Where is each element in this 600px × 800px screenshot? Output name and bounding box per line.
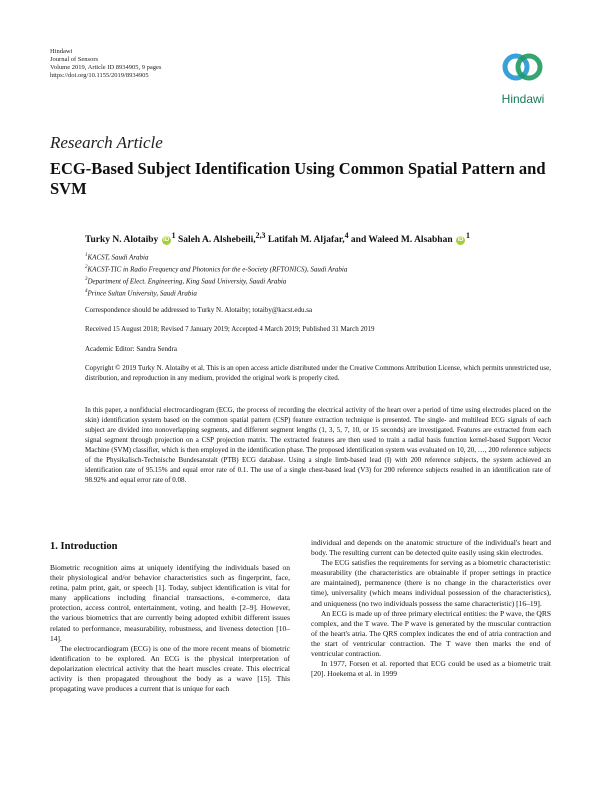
journal-name: Journal of Sensors xyxy=(50,56,99,63)
academic-editor: Academic Editor: Sandra Sendra xyxy=(85,345,177,353)
correspondence: Correspondence should be addressed to Turky N. Alotaiby; totaiby@kacst.edu.sa xyxy=(85,306,313,314)
paragraph: individual and depends on the anatomic structure of the individual's heart and body. The resulting current can be detected quite easily using skin electrodes. xyxy=(311,538,551,558)
author-name[interactable]: Latifah M. Aljafar, xyxy=(267,235,345,246)
volume-info: Volume 2019, Article ID 8934905, 9 pages xyxy=(50,64,162,71)
orcid-icon[interactable]: iD xyxy=(457,237,464,244)
author-sup: 1 xyxy=(171,231,176,240)
paragraph: Biometric recognition aims at uniquely identifying the individuals based on their physiological and/or behavior characteristics such as fingerprint, face, retina, palm print, gait, or speech [1]. Today, subject identification is vital for many applications including financial transactions, e-commerce, data protection, access control, entertainment, voting, and health [2–9]. However, the various biometrics that are currently being adopted exhibit different issues related to performance, measurability, robustness, and liveness detection [10–14]. xyxy=(50,563,290,643)
paragraph: In 1977, Forsen et al. reported that ECG could be used as a biometric trait [20]. Hoekema et al. in 1999 xyxy=(311,659,551,679)
section-heading: 1. Introduction xyxy=(50,541,118,552)
author-name[interactable]: Saleh A. Alshebeili, xyxy=(178,235,256,246)
copyright-notice: Copyright © 2019 Turky N. Alotaiby et al. This is an open access article distributed under the Creative Commons Attribution License, which permits unrestricted use, distribution, and reproduction in any medium, provided the original work is properly cited. xyxy=(85,364,551,382)
left-column xyxy=(50,563,290,694)
affiliation-item: $^1$KACST, Saudi Arabia xyxy=(85,253,149,262)
affiliation-item: $^2$KACST-TIC in Radio Frequency and Photonics for the e-Society (RFTONICS), Saudi Arabia xyxy=(85,265,348,274)
orcid-icon[interactable]: iD xyxy=(163,237,170,244)
author-sup: 1 xyxy=(466,231,470,240)
paragraph: The electrocardiogram (ECG) is one of the more recent means of biometric identification to be explored. An ECG is the physical interpretation of depolarization electrical activity that the heart muscles create. This electrical activity is then propagated throughout the body as a wave [15]. This propagating wave produces a current that is unique for each xyxy=(50,643,290,694)
right-column xyxy=(311,538,551,679)
doi-link[interactable]: https://doi.org/10.1155/2019/8934905 xyxy=(50,72,149,79)
author-sup: 4 xyxy=(344,231,349,240)
abstract: In this paper, a nonfiducial electrocardiogram (ECG, the process of recording the electrical activity of the heart over a period of time using electrodes placed on the skin) identification system based on the common spatial pattern (CSP) feature extraction technique is presented. The single- and multilead ECG signals of each subject are divided into nonoverlapping segments, and different segment lengths (1, 3, 5, 7, 10, or 15 seconds) are investigated. Features are extracted from each signal segment through projection on a CSP projection matrix. The extracted features are then used to train a radial basis function kernel-based Support Vector Machine (SVM) classifier, which is then employed in the identification phase. The proposed identification system was evaluated on 10, 20, …, 200 reference subjects of the Physikalisch-Technische Bundesanstalt (PTB) ECG database. Using a single limb-based lead (I) with 200 reference subjects, the system achieved an identification rate of 95.15% and equal error rate of 0.1. The use of a single chest-based lead (V3) for 200 reference subjects resulted in an identification rate of 98.92% and equal error rate of 0.08. xyxy=(85,406,551,484)
affiliations xyxy=(85,251,347,300)
logo-wordmark: Hindawi xyxy=(501,92,545,106)
author-name[interactable]: and Waleed M. Alsabhan xyxy=(350,235,453,246)
paper-title: ECG-Based Subject Identification Using Common Spatial Pattern and SVM xyxy=(50,159,546,198)
journal-header xyxy=(50,48,161,80)
publisher-name: Hindawi xyxy=(50,48,73,55)
paragraph: The ECG satisfies the requirements for serving as a biometric characteristic: measurability (the characteristics are obtainable if proper settings in practice are maintained), permanence (there is no change in the characteristics over time), universality (which means individual possession of the characteristics), and uniqueness (no two individuals possess the same characteristic) [16–19]. xyxy=(311,558,551,608)
author-sup: 2,3 xyxy=(255,231,266,240)
paragraph: An ECG is made up of three primary electrical entities: the P wave, the QRS complex, and the T wave. The P wave is generated by the muscular contraction of the heart's atria. The QRS complex indicates the end of atria contraction and the start of ventricular contraction. The T wave then marks the end of ventricular contraction. xyxy=(311,608,551,659)
affiliation-item: $^3$Department of Elect. Engineering, King Saud University, Saudi Arabia xyxy=(85,277,287,286)
author-list xyxy=(85,231,565,245)
affiliation-item: $^4$Prince Sultan University, Saudi Arabia xyxy=(85,289,197,298)
author-name[interactable]: Turky N. Alotaiby xyxy=(85,235,159,246)
article-type: Research Article xyxy=(50,133,163,152)
publication-dates: Received 15 August 2018; Revised 7 January 2019; Accepted 4 March 2019; Published 31 March 2019 xyxy=(85,325,375,333)
